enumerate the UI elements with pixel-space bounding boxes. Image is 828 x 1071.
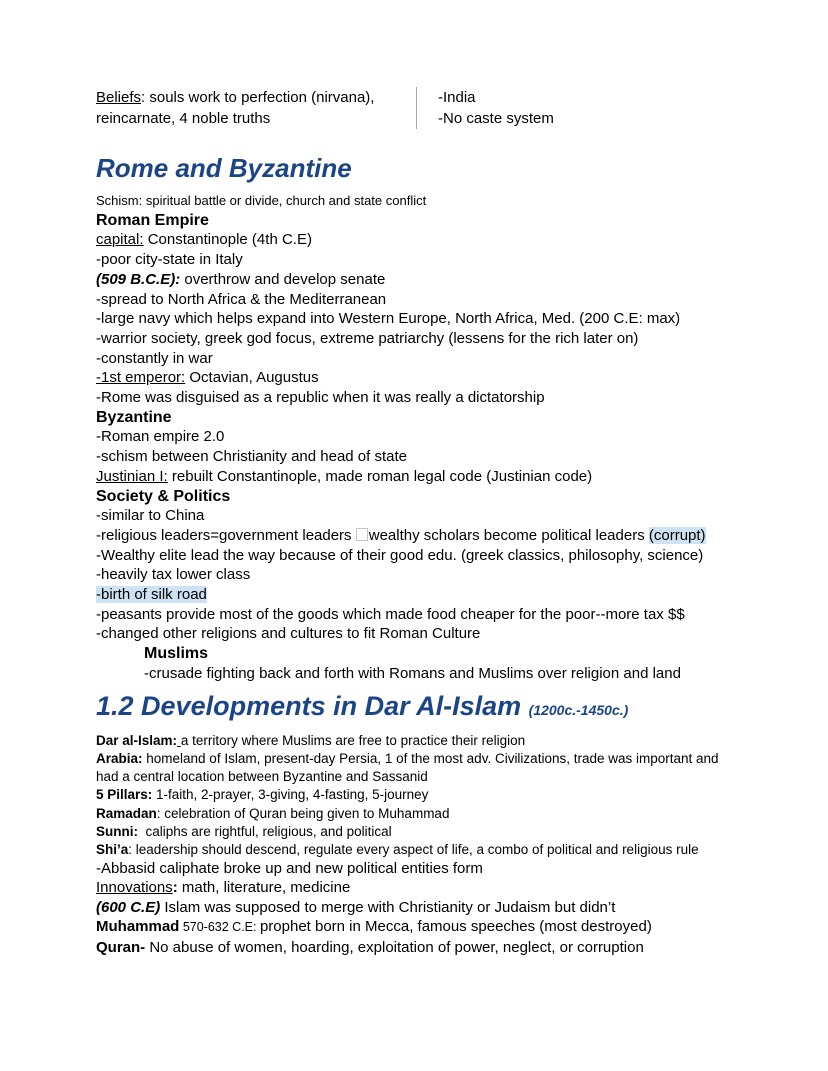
text-run: Beliefs <box>96 89 142 106</box>
text-run: wealthy scholars become political leaders <box>368 526 649 544</box>
text-line <box>96 349 770 369</box>
rome-byzantine-heading <box>96 151 770 186</box>
text-line <box>96 467 770 487</box>
text-run: Octavian, Augustus <box>185 369 319 387</box>
text-run: (509 B.C.E): <box>96 270 181 288</box>
text-line <box>96 329 770 349</box>
text-line <box>96 447 770 467</box>
text-line <box>96 664 770 684</box>
text-line <box>96 585 770 605</box>
text-line <box>96 605 770 625</box>
text-run: : celebration of Quran being given to Muhammad <box>156 805 450 821</box>
text-run: Roman Empire <box>96 211 209 229</box>
text-line <box>96 368 770 388</box>
text-run: -heavily tax lower class <box>96 566 251 584</box>
text-run: : souls work to perfection (nirvana), <box>141 89 375 106</box>
text-run: -peasants provide most of the goods which made food cheaper for the poor--more tax $$ <box>96 605 685 623</box>
text-line <box>96 938 770 958</box>
text-line <box>438 108 554 129</box>
text-run: reincarnate, 4 noble truths <box>96 110 271 127</box>
text-run: Quran- <box>96 938 146 956</box>
text-run: No abuse of women, hoarding, exploitation of power, neglect, or corruption <box>145 938 644 956</box>
missing-glyph-box-icon <box>356 528 368 541</box>
text-run: Sunni: <box>96 824 138 840</box>
text-run: Byzantine <box>96 408 172 426</box>
text-run: overthrow and develop senate <box>180 270 386 288</box>
text-run: -Rome was disguised as a republic when it was really a dictatorship <box>96 389 545 407</box>
text-run: prophet born in Mecca, famous speeches (most destroyed) <box>259 918 652 936</box>
text-run: 570-632 C.E: <box>179 920 260 935</box>
roman-empire-subheading <box>96 211 770 231</box>
text-line <box>96 191 770 211</box>
text-line <box>96 805 770 823</box>
text-run: rebuilt Constantinople, made roman legal code (Justinian code) <box>167 467 593 485</box>
text-run: Justinian I: <box>96 467 168 485</box>
text-run: Rome and Byzantine <box>96 153 352 183</box>
text-line <box>96 786 770 804</box>
text-run: Schism: spiritual battle or divide, church and state conflict <box>96 193 427 208</box>
text-line <box>96 506 770 526</box>
text-line <box>96 841 770 859</box>
text-line <box>96 878 770 898</box>
left-column <box>96 87 416 129</box>
text-run: Muhammad <box>96 918 180 936</box>
text-run: 5 Pillars: <box>96 787 153 803</box>
text-run: had a central location between Byzantine and Sassanid <box>96 769 428 785</box>
text-run: Dar al-Islam: <box>96 732 178 748</box>
text-line <box>96 768 770 786</box>
text-run: -Abbasid caliphate broke up and new political entities form <box>96 859 483 877</box>
text-line <box>438 87 554 108</box>
text-line <box>96 823 770 841</box>
text-line <box>96 309 770 329</box>
text-run: Muslims <box>144 645 209 663</box>
text-line <box>96 388 770 408</box>
text-line <box>96 108 416 129</box>
text-line <box>96 250 770 270</box>
text-line <box>96 230 770 250</box>
text-line <box>96 526 770 546</box>
text-run: -No caste system <box>438 110 554 127</box>
text-run: a territory where Muslims are free to practice their religion <box>180 732 526 748</box>
text-run: math, literature, medicine <box>177 878 351 896</box>
text-run: -similar to China <box>96 507 205 525</box>
text-run: -Wealthy elite lead the way because of their good edu. (greek classics, philosophy, science) <box>96 546 704 564</box>
text-run: -warrior society, greek god focus, extreme patriarchy (lessens for the rich later on) <box>96 329 639 347</box>
text-run: (1200c.-1450c.) <box>528 701 629 718</box>
text-run: Islam was supposed to merge with Christianity or Judaism but didn’t <box>160 898 616 916</box>
text-run: 1-faith, 2-prayer, 3-giving, 4-fasting, 5-journey <box>152 787 429 803</box>
text-run: Ramadan <box>96 805 157 821</box>
text-line <box>96 624 770 644</box>
text-run: Arabia: <box>96 750 143 766</box>
text-run: homeland of Islam, present-day Persia, 1 of the most adv. Civilizations, trade was important and <box>142 750 719 766</box>
document-content <box>96 87 770 957</box>
text-run: -constantly in war <box>96 349 213 367</box>
text-line <box>96 898 770 918</box>
text-run: 1.2 Developments in Dar Al-Islam <box>96 690 529 721</box>
highlighted-text-run: (corrupt) <box>648 526 706 544</box>
text-run: -1st emperor: <box>96 369 186 387</box>
text-run: Society & Politics <box>96 487 231 505</box>
text-run: caliphs are rightful, religious, and political <box>138 824 392 840</box>
two-column-notes <box>96 87 770 129</box>
text-line <box>96 427 770 447</box>
text-line <box>96 732 770 750</box>
text-run: -India <box>438 89 476 106</box>
text-run: -spread to North Africa & the Mediterranean <box>96 290 387 308</box>
byzantine-subheading <box>96 408 770 428</box>
text-run: -Roman empire 2.0 <box>96 428 225 446</box>
text-line <box>96 860 770 878</box>
text-run: Innovations <box>96 878 173 896</box>
society-politics-subheading <box>96 487 770 507</box>
muslims-subheading <box>96 644 770 664</box>
text-line <box>96 290 770 310</box>
text-run: -poor city-state in Italy <box>96 251 243 269</box>
text-line <box>96 87 416 108</box>
text-run: -large navy which helps expand into Western Europe, North Africa, Med. (200 C.E: max) <box>96 310 681 328</box>
text-run: -schism between Christianity and head of state <box>96 448 407 466</box>
text-run: : leadership should descend, regulate every aspect of life, a combo of political and religious rule <box>128 842 699 858</box>
text-run: -changed other religions and cultures to fit Roman Culture <box>96 625 481 643</box>
text-run: -religious leaders=government leaders <box>96 526 356 544</box>
text-run: Shi’a <box>96 842 129 858</box>
right-column <box>416 87 554 129</box>
text-run: : <box>172 878 178 896</box>
text-line <box>96 270 770 290</box>
text-line <box>96 546 770 566</box>
text-line <box>96 565 770 585</box>
text-line <box>96 917 770 938</box>
dar-al-islam-heading <box>96 689 770 727</box>
text-run: Constantinople (4th C.E) <box>143 231 312 249</box>
text-run: capital: <box>96 231 144 249</box>
highlighted-text-run: -birth of silk road <box>96 586 207 604</box>
text-line <box>96 750 770 768</box>
text-run: -crusade fighting back and forth with Romans and Muslims over religion and land <box>144 664 681 682</box>
text-run: (600 C.E) <box>96 898 161 916</box>
